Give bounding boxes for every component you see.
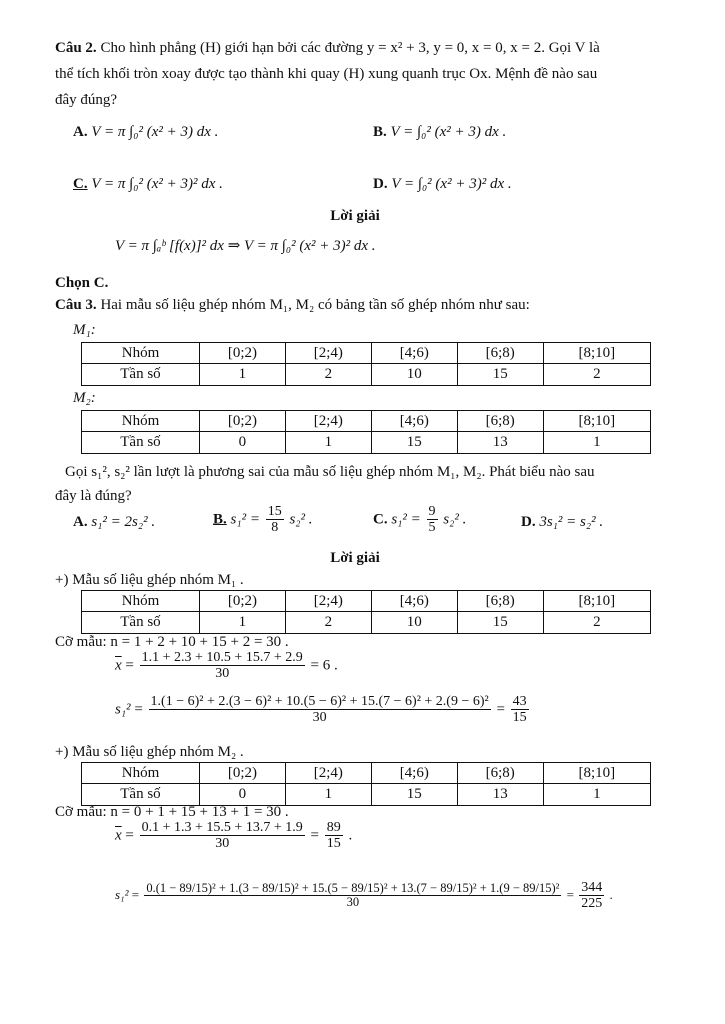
table-cell: 13 xyxy=(457,784,543,805)
table-cell: [2;4) xyxy=(285,591,371,612)
q2-option-d xyxy=(373,174,512,194)
fraction-denominator: 225 xyxy=(581,896,603,912)
table-cell: Tần số xyxy=(82,784,200,805)
q2-label: Câu 2. xyxy=(55,40,97,56)
table-cell: Nhóm xyxy=(82,411,200,432)
q2-option-d-label: D. xyxy=(373,176,388,192)
table-cell: [8;10] xyxy=(543,763,650,784)
table-cell: 1 xyxy=(199,364,285,385)
fraction-denominator: 8 xyxy=(271,520,279,536)
q3-text-2: Gọi s₁², s₂² lần lượt là phương sai của mẫu số liệu ghép nhóm M₁, M₂. Phát biểu nào sau xyxy=(65,464,595,480)
q2-option-b-text: V = ∫₀² (x² + 3) dx . xyxy=(390,124,507,140)
table-cell: [0;2) xyxy=(199,343,285,364)
q3-option-d-text: 3s₁² = s₂² . xyxy=(539,514,604,530)
table-cell: [0;2) xyxy=(199,591,285,612)
q3-option-c-label: C. xyxy=(373,511,388,528)
table-cell: Tần số xyxy=(82,432,200,453)
fraction-numerator: 0.1 + 1.3 + 15.5 + 13.7 + 1.9 xyxy=(141,820,303,835)
table-cell: 13 xyxy=(457,432,543,453)
table-cell: 10 xyxy=(371,612,457,633)
m2-frequency-table xyxy=(81,410,651,454)
table-cell: 1 xyxy=(285,432,371,453)
table-row xyxy=(82,612,651,633)
table-cell: [4;6) xyxy=(371,763,457,784)
table-cell: [8;10] xyxy=(543,591,650,612)
q2-option-c-text: V = π ∫₀² (x² + 3)² dx . xyxy=(91,176,223,192)
q3-text-line-1 xyxy=(55,295,530,315)
table-row xyxy=(82,591,651,612)
q3-option-c-fraction xyxy=(427,504,438,536)
table-cell: [4;6) xyxy=(371,343,457,364)
fraction-numerator: 344 xyxy=(581,880,603,895)
fraction-numerator: 0.(1 − 89/15)² + 1.(3 − 89/15)² + 15.(5 − 89/15)² + 13.(7 − 89/15)² + 1.(9 − 89/15)² xyxy=(146,880,560,895)
table-cell: Nhóm xyxy=(82,343,200,364)
table-row xyxy=(82,343,651,364)
m1-mean: $\overline{x}$ = $\frac{1.1 + 2.3 + 10.5 + 15.7 + 2.9}{30}$ = 6 . xyxy=(115,650,338,682)
m1-solution-table xyxy=(81,590,651,634)
table-cell: Nhóm xyxy=(82,591,200,612)
q2-text-1: Cho hình phẳng (H) giới hạn bởi các đường y = x² + 3, y = 0, x = 0, x = 2. Gọi V là xyxy=(100,40,600,56)
q2-option-b xyxy=(373,122,506,142)
q2-option-a xyxy=(73,122,218,142)
fraction-denominator: 30 xyxy=(215,836,230,852)
table-cell: [8;10] xyxy=(543,343,650,364)
table-row xyxy=(82,432,651,453)
table-cell: Nhóm xyxy=(82,763,200,784)
table-cell: 2 xyxy=(285,364,371,385)
m2-label: M₂: xyxy=(73,390,96,406)
table-cell: 15 xyxy=(371,432,457,453)
m1-mean-result: = 6 . xyxy=(310,657,338,674)
table-row xyxy=(82,411,651,432)
fraction-denominator: 5 xyxy=(428,520,436,536)
q3-option-a-text: s₁² = 2s₂² . xyxy=(91,514,156,530)
q3-option-b: B. s₁² = $\frac{15}{8}$ s₂² . xyxy=(213,504,313,536)
table-cell: 2 xyxy=(543,364,650,385)
table-cell: 1 xyxy=(543,432,650,453)
table-cell: 15 xyxy=(457,612,543,633)
q3-text-1: Hai mẫu số liệu ghép nhóm M₁, M₂ có bảng tần số ghép nhóm như sau: xyxy=(100,297,530,313)
table-cell: 1 xyxy=(285,784,371,805)
m2-mean: $\overline{x}$ = $\frac{0.1 + 1.3 + 15.5 + 13.7 + 1.9}{30}$ = $\frac{89}{15}$ . xyxy=(115,820,353,852)
table-cell: 15 xyxy=(457,364,543,385)
table-cell: [6;8) xyxy=(457,591,543,612)
q2-answer: Chọn C. xyxy=(55,275,109,291)
table-cell: [6;8) xyxy=(457,763,543,784)
m1-sample-size: Cỡ mẫu: n = 1 + 2 + 10 + 15 + 2 = 30 . xyxy=(55,634,289,650)
table-cell: [6;8) xyxy=(457,411,543,432)
q2-option-c-label: C. xyxy=(73,176,88,192)
q3-solution-heading: Lời giải xyxy=(330,550,380,566)
q2-option-b-label: B. xyxy=(373,124,387,140)
q2-text-3: đây đúng? xyxy=(55,92,118,108)
table-cell: 1 xyxy=(199,612,285,633)
m2-solution-intro: +) Mẫu số liệu ghép nhóm M₂ . xyxy=(55,744,244,760)
table-row xyxy=(82,763,651,784)
table-cell: [4;6) xyxy=(371,411,457,432)
m2-solution-table xyxy=(81,762,651,806)
q2-solution: V = π ∫ₐᵇ [f(x)]² dx ⇒ V = π ∫₀² (x² + 3)² dx . xyxy=(115,238,376,254)
q3-option-c: C. s₁² = $\frac{9}{5}$ s₂² . xyxy=(373,504,467,536)
table-cell: [2;4) xyxy=(285,763,371,784)
m1-solution-intro: +) Mẫu số liệu ghép nhóm M₁ . xyxy=(55,572,244,588)
m1-variance: s₁² = 1.(1 − 6)² + 2.(3 − 6)² + 10.(5 − 6)² + 15.(7 − 6)² + 2.(9 − 6)² 30 = $\frac{43}{15}$ xyxy=(115,694,527,726)
fraction-numerator: 43 xyxy=(512,694,527,709)
q2-text-2: thể tích khối tròn xoay được tạo thành khi quay (H) xung quanh trục Ox. Mệnh đề nào sau xyxy=(55,66,598,82)
table-cell: 0 xyxy=(199,432,285,453)
table-row xyxy=(82,364,651,385)
table-cell: Tần số xyxy=(82,364,200,385)
q3-text-3: đây là đúng? xyxy=(55,488,132,504)
fraction-denominator: 15 xyxy=(512,710,527,726)
fraction-numerator: 1.(1 − 6)² + 2.(3 − 6)² + 10.(5 − 6)² + 15.(7 − 6)² + 2.(9 − 6)² xyxy=(150,694,489,709)
table-cell: [4;6) xyxy=(371,591,457,612)
table-cell: [0;2) xyxy=(199,411,285,432)
q3-option-a-label: A. xyxy=(73,514,88,530)
table-cell: 0 xyxy=(199,784,285,805)
q3-option-b-fraction xyxy=(266,504,284,536)
fraction-denominator: 30 xyxy=(312,710,327,726)
m2-sample-size: Cỡ mẫu: n = 0 + 1 + 15 + 13 + 1 = 30 . xyxy=(55,804,289,820)
table-cell: [2;4) xyxy=(285,343,371,364)
q2-option-a-label: A. xyxy=(73,124,88,140)
fraction-numerator: 1.1 + 2.3 + 10.5 + 15.7 + 2.9 xyxy=(141,650,303,665)
fraction-numerator: 89 xyxy=(326,820,341,835)
fraction-numerator: 9 xyxy=(428,504,436,519)
table-cell: 15 xyxy=(371,784,457,805)
m2-variance: s₁² = 0.(1 − 89/15)² + 1.(3 − 89/15)² + 15.(5 − 89/15)² + 13.(7 − 89/15)² + 1.(9 − 89/15)² 30 = $\frac{344}{225}$ . xyxy=(115,880,613,912)
table-cell: 1 xyxy=(543,784,650,805)
table-cell: [0;2) xyxy=(199,763,285,784)
q3-option-d-label: D. xyxy=(521,514,536,530)
q2-solution-heading: Lời giải xyxy=(330,208,380,224)
q3-option-a xyxy=(73,512,155,532)
table-cell: [6;8) xyxy=(457,343,543,364)
table-cell: Tần số xyxy=(82,612,200,633)
q2-text-line-1 xyxy=(55,38,600,58)
q2-option-c xyxy=(73,174,223,194)
fraction-denominator: 30 xyxy=(215,666,230,682)
q2-option-a-text: V = π ∫₀² (x² + 3) dx . xyxy=(91,124,219,140)
table-cell: 2 xyxy=(543,612,650,633)
table-cell: 10 xyxy=(371,364,457,385)
m1-label: M₁: xyxy=(73,322,96,338)
table-cell: 2 xyxy=(285,612,371,633)
q3-option-b-label: B. xyxy=(213,511,227,528)
table-cell: [8;10] xyxy=(543,411,650,432)
q2-option-d-text: V = ∫₀² (x² + 3)² dx . xyxy=(391,176,512,192)
q3-option-d xyxy=(521,512,603,532)
q3-label: Câu 3. xyxy=(55,297,97,313)
m1-frequency-table xyxy=(81,342,651,386)
fraction-numerator: 15 xyxy=(267,504,282,519)
fraction-denominator: 15 xyxy=(326,836,341,852)
fraction-denominator: 30 xyxy=(346,895,360,910)
table-cell: [2;4) xyxy=(285,411,371,432)
